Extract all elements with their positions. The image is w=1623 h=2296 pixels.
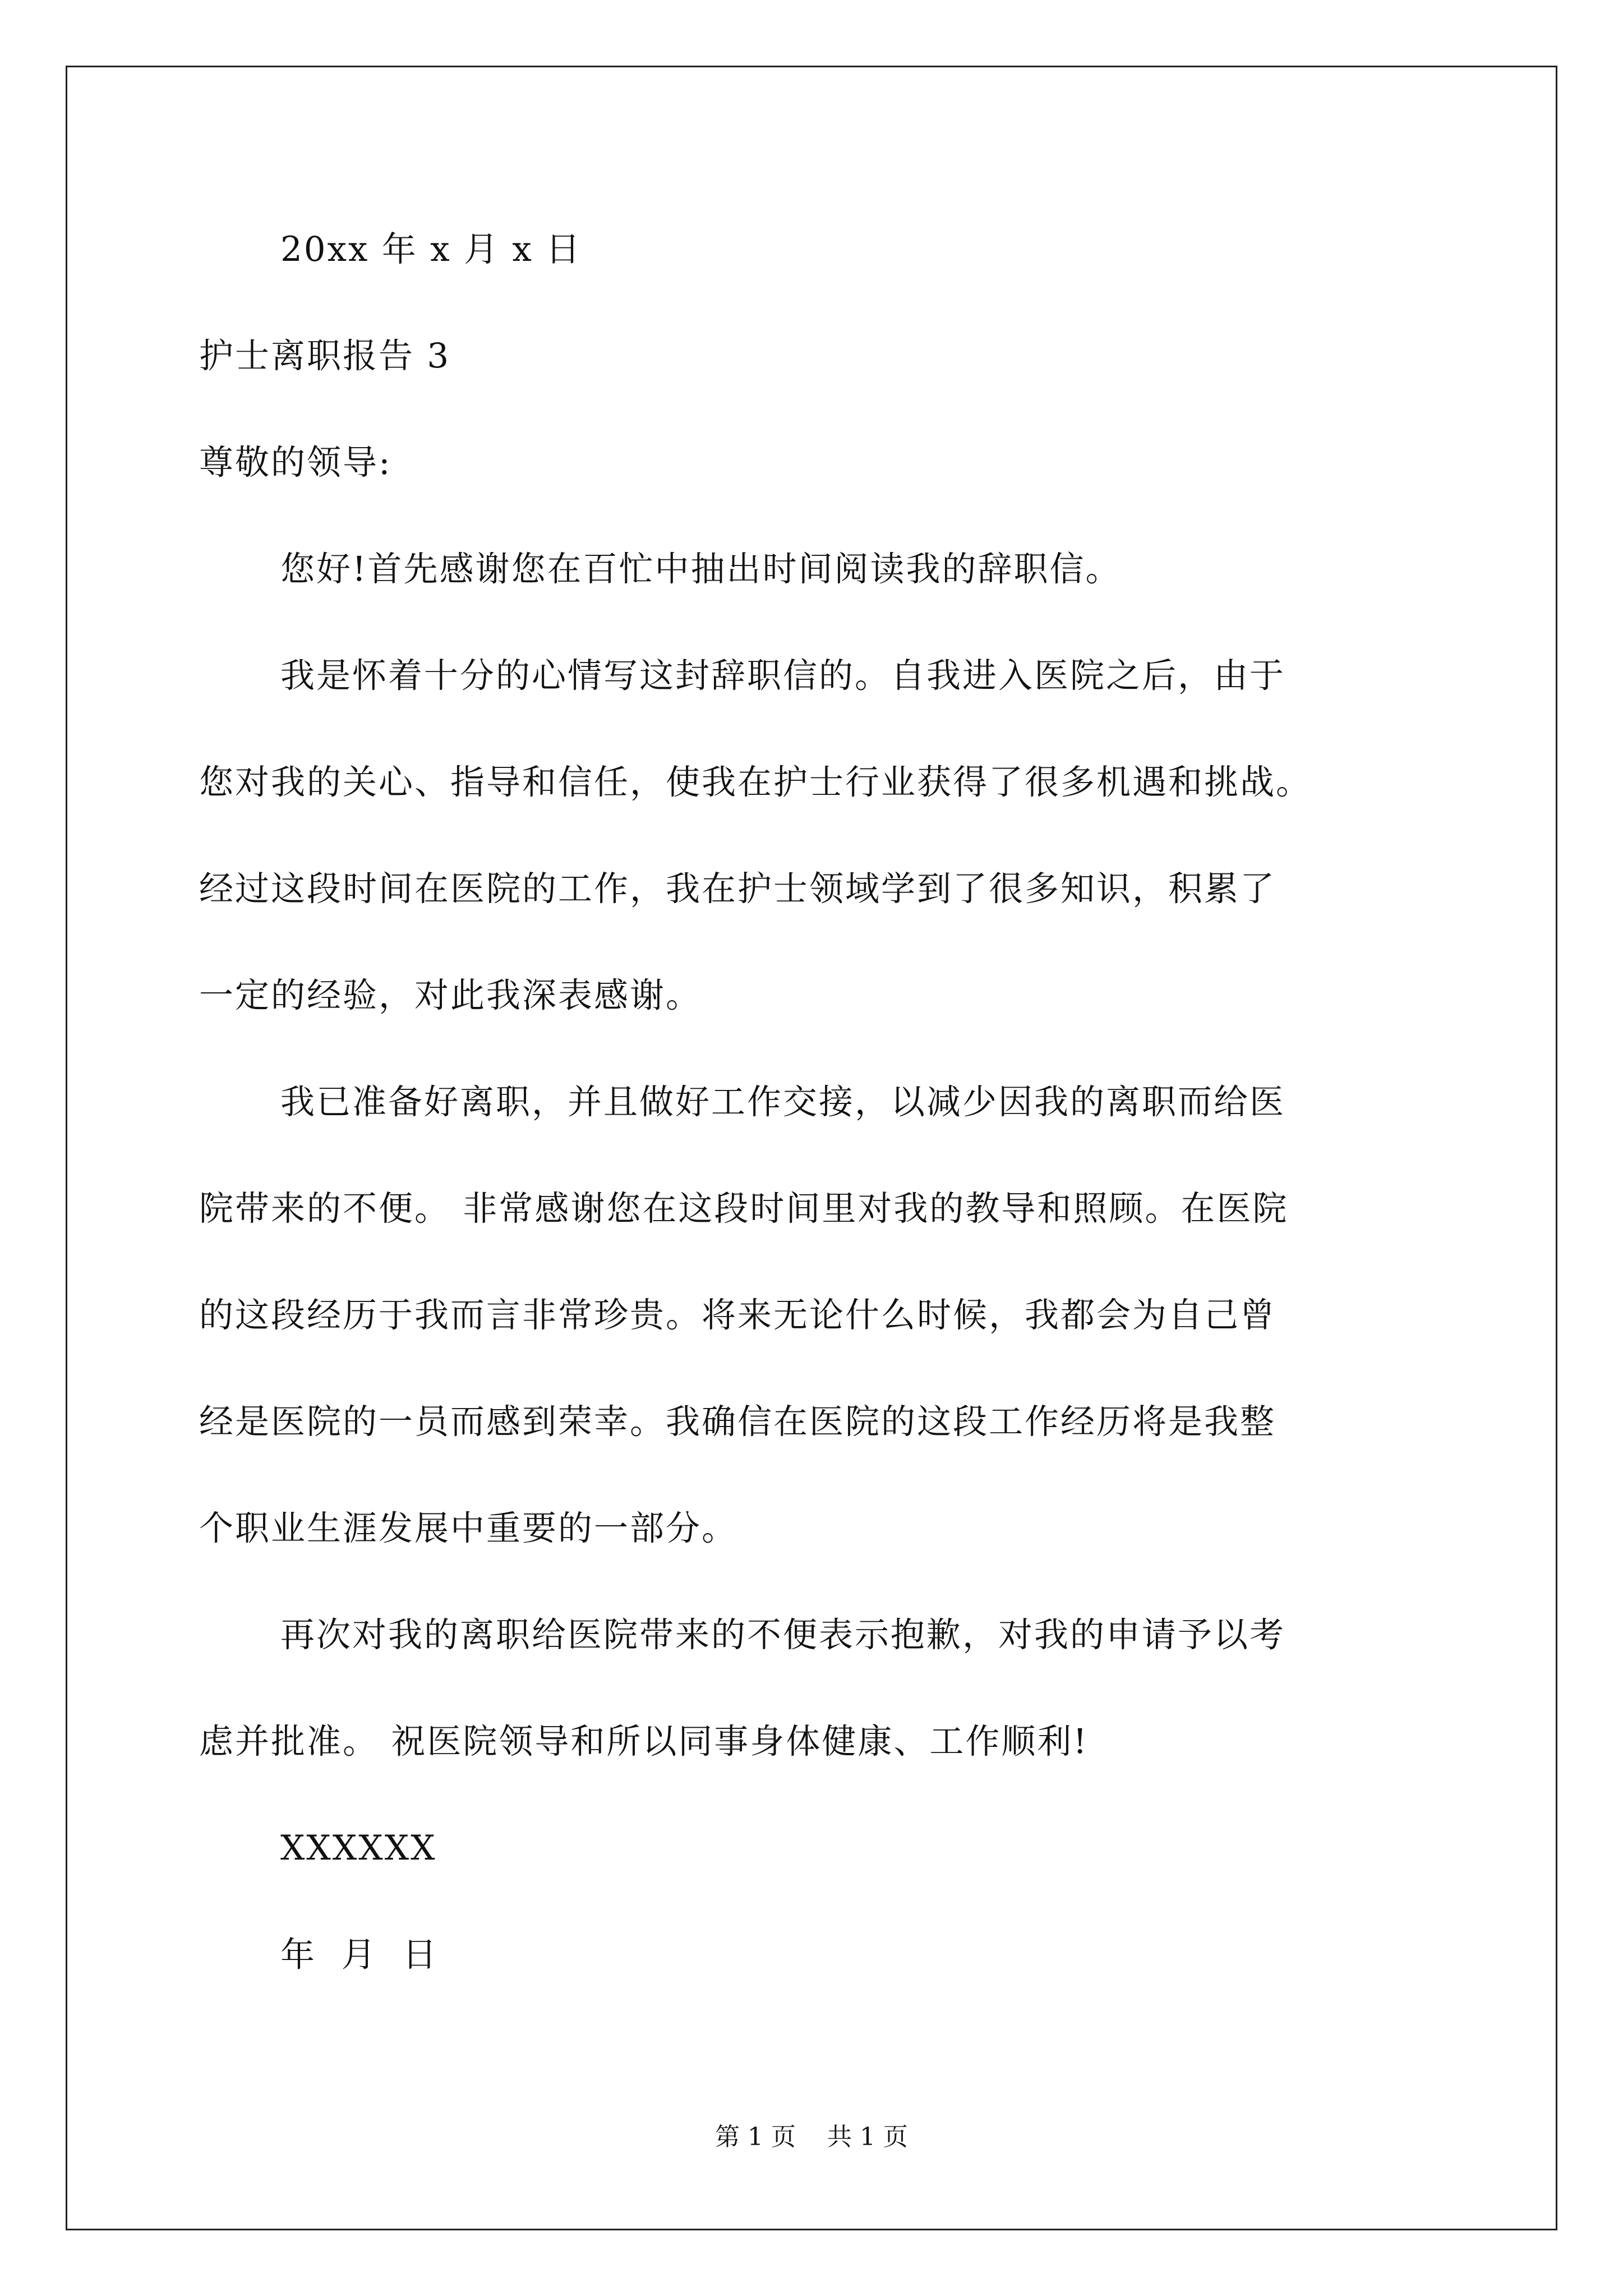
body-line-5: 一定的经验，对此我深表感谢。 xyxy=(199,976,702,1015)
sign-date: 年 月 日 xyxy=(280,1935,439,1975)
body-line-8: 的这段经历于我而言非常珍贵。将来无论什么时候，我都会为自己曾 xyxy=(199,1295,1276,1335)
body-line-6: 我已准备好离职，并且做好工作交接，以减少因我的离职而给医 xyxy=(280,1082,1286,1122)
page-border xyxy=(66,66,1557,2230)
body-line-10: 个职业生涯发展中重要的一部分。 xyxy=(199,1508,738,1548)
body-line-2: 我是怀着十分的心情写这封辞职信的。自我进入医院之后，由于 xyxy=(280,656,1286,696)
document-title: 护士离职报告 3 xyxy=(199,336,451,376)
body-line-1: 您好!首先感谢您在百忙中抽出时间阅读我的辞职信。 xyxy=(280,549,1122,589)
body-line-11: 再次对我的离职给医院带来的不便表示抱歉，对我的申请予以考 xyxy=(280,1615,1286,1655)
signature: XXXXXX xyxy=(280,1828,437,1868)
body-line-4: 经过这段时间在医院的工作，我在护士领域学到了很多知识，积累了 xyxy=(199,869,1276,909)
body-line-9: 经是医院的一员而感到荣幸。我确信在医院的这段工作经历将是我整 xyxy=(199,1402,1276,1442)
date-line: 20xx 年 x 月 x 日 xyxy=(280,229,582,269)
body-line-12: 虑并批准。 祝医院领导和所以同事身体健康、工作顺利! xyxy=(199,1722,1089,1761)
page-number: 第 1 页 共 1 页 xyxy=(715,2123,908,2151)
salutation: 尊敬的领导: xyxy=(199,443,392,482)
body-line-3: 您对我的关心、指导和信任，使我在护士行业获得了很多机遇和挑战。 xyxy=(199,762,1312,802)
body-line-7: 院带来的不便。 非常感谢您在这段时间里对我的教导和照顾。在医院 xyxy=(199,1189,1289,1228)
